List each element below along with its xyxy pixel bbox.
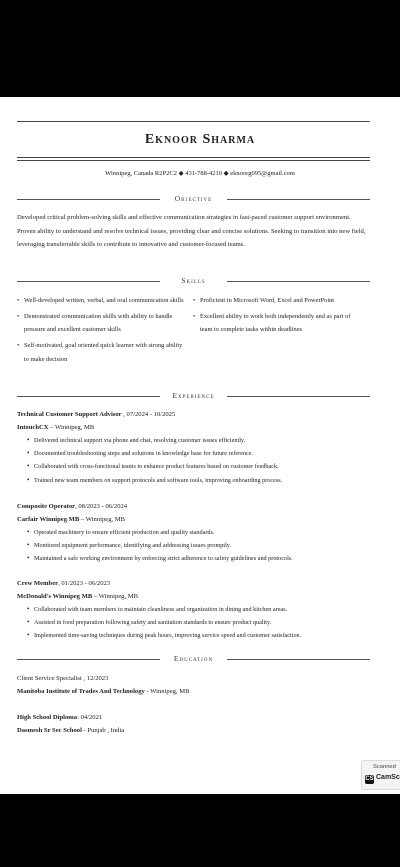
edu-school: Manitoba Institute of Trades And Technology <box>17 688 145 695</box>
top-rule <box>17 121 370 122</box>
education-entry <box>17 672 189 698</box>
scanner-watermark <box>361 760 400 790</box>
job-title: Crew Member <box>17 580 59 587</box>
edu-location: - Punjab , India <box>81 727 125 734</box>
skill-item: • Demonstrated communication skills with ability to handle pressure and excellent customer skills <box>17 310 187 337</box>
job-bullet: • Trained new team members on support protocols and software tools, improving onboarding process. <box>27 474 377 487</box>
job-company: McDonald's Winnipeg MB <box>17 593 93 600</box>
job-bullet: • Delivered technical support via phone and chat, resolving customer issues efficiently. <box>27 434 377 447</box>
education-entry <box>17 711 124 737</box>
scanner-label: Scanned <box>373 764 396 770</box>
objective-header <box>17 194 370 204</box>
job-dates: , 01/2023 - 06/2023 <box>58 580 111 587</box>
job-location: – Winnipeg, MB <box>48 424 95 431</box>
education-header <box>17 654 370 664</box>
edu-degree: High School Diploma <box>17 714 78 721</box>
objective-title: Objective <box>174 194 213 203</box>
job-dates: , 08/2023 - 06/2024 <box>75 503 128 510</box>
job-bullet: • Collaborated with team members to maintain cleanliness and organization in dining and kitchen areas. <box>27 603 377 616</box>
skill-item: • Well-developed written, verbal, and oral communication skills <box>17 294 187 307</box>
edu-location: - Winnipeg, MB <box>144 688 190 695</box>
camscanner-icon: CS <box>365 776 374 782</box>
edu-dates: , 12/2023 <box>81 675 109 682</box>
job-company: Carfair Winnipeg MB <box>17 516 80 523</box>
job-entry <box>17 501 377 566</box>
skills-header <box>17 276 370 286</box>
job-bullet: • Monitored equipment performance, identifying and addressing issues promptly. <box>27 539 377 552</box>
experience-title: Experience <box>172 391 215 400</box>
resume-page <box>0 97 400 794</box>
job-title: Technical Customer Support Advisor <box>17 411 122 418</box>
skill-item: • Proficient in Microsoft Word, Excel and PowerPoint <box>193 294 363 307</box>
job-company: IntouchCX <box>17 424 49 431</box>
job-bullet: • Maintained a safe working environment by enforcing strict adherence to safety guidelines and protocols. <box>27 552 377 565</box>
scanner-brand: CamSc <box>376 774 400 781</box>
job-bullet: • Operated machinery to ensure efficient production and quality standards. <box>27 526 377 539</box>
job-bullet: • Implemented time-saving techniques during peak hours, improving service speed and customer satisfaction. <box>27 629 377 642</box>
edu-school: Dasmesh Sr Sec School <box>17 727 82 734</box>
skill-item: • Excellent ability to work both independently and as part of team to complete tasks within deadlines <box>193 310 363 337</box>
name-rule-2 <box>17 160 370 161</box>
job-title: Composite Operator <box>17 503 76 510</box>
job-entry <box>17 578 377 643</box>
candidate-name: Eknoor Sharma <box>144 132 256 147</box>
education-title: Education <box>173 654 214 663</box>
job-dates: , 07/2024 - 10/2025 <box>121 411 176 418</box>
objective-text: Developed critical problem-solving skills and effective communication strategies in fast-paced customer support environment. Proven ability to understand and resolve technical issues, providing clear and concise solutions. Seeking to transition into new field, leveraging transferrable skills to contribute to innovative and customer-focused teams. <box>17 214 366 248</box>
job-bullet: • Collaborated with cross-functional teams to enhance product features based on customer feedback. <box>27 460 377 473</box>
edu-degree: Client Service Specialist <box>17 675 82 682</box>
job-bullet: • Documented troubleshooting steps and solutions in knowledge base for future reference. <box>27 447 377 460</box>
job-entry <box>17 409 377 487</box>
name-rule-1 <box>17 157 370 158</box>
job-bullet: • Assisted in food preparation following safety and sanitation standards to ensure product quality. <box>27 616 377 629</box>
skills-title: Skills <box>181 276 206 285</box>
job-location: – Winnipeg, MB <box>79 516 126 523</box>
contact-line: Winnipeg, Canada R2P2C2 ◆ 431-788-4210 ◆ eknoorg095@gmail.com <box>105 170 295 177</box>
skill-item: • Self-motivated, goal oriented quick learner with strong ability to make decision <box>17 339 187 366</box>
edu-dates: : 04/2021 <box>77 714 103 721</box>
experience-header <box>17 391 370 401</box>
job-location: – Winnipeg, MB <box>92 593 139 600</box>
